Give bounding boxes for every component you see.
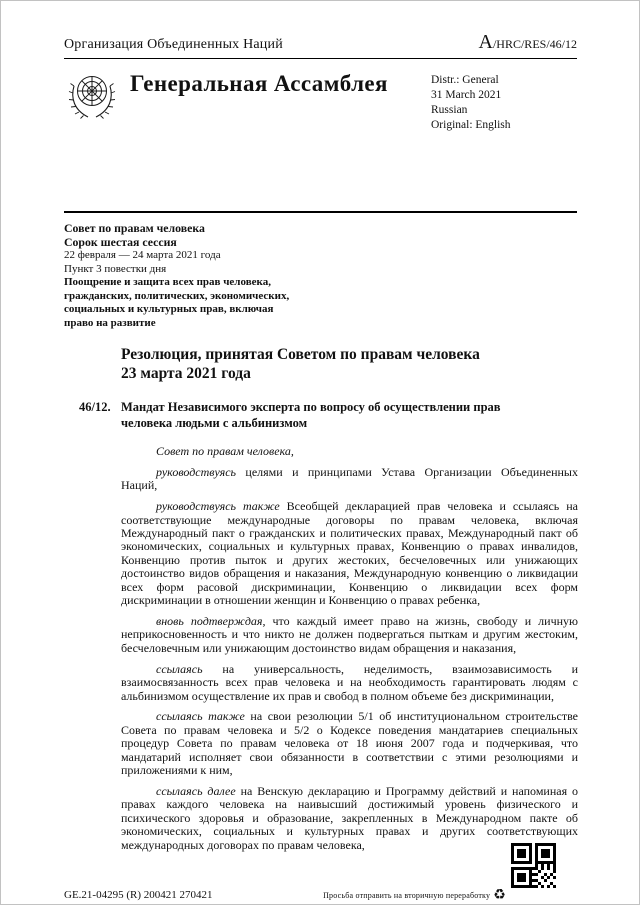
masthead-divider xyxy=(64,211,577,213)
paragraph-lead: вновь подтверждая, xyxy=(156,613,266,628)
distr-line: Distr.: General xyxy=(431,74,499,86)
session-title: Сорок шестая сессия xyxy=(64,234,177,249)
resolution-number: 46/12. xyxy=(79,400,111,414)
masthead xyxy=(64,65,577,155)
resolution-heading xyxy=(79,400,578,431)
resolution-title xyxy=(121,345,480,383)
paragraph-text: на универсальность, неделимость, взаимозависимость и взаимосвязанность всех прав человека и на необходимость гарантировать людям с альбинизмом осуществление их прав и свобод в полном объеме без дискриминации, xyxy=(121,661,578,703)
paragraph-lead: руководствуясь также xyxy=(156,499,280,514)
distr-original: Original: English xyxy=(431,119,511,131)
doc-symbol-rest: /HRC/RES/46/12 xyxy=(492,37,577,51)
distr-language: Russian xyxy=(431,104,468,116)
document-code: GE.21-04295 (R) 200421 270421 xyxy=(64,889,213,901)
paragraph-text: на свои резолюции 5/1 об институциональном строительстве Совета по правам человека и 5/2 о Кодексе поведения мандатариев специальных процедур Совета по правам человека от 18 июня 2007 года и подчеркивая, что мандатарий исполняет свои обязанности в соответствии с этими резолюциями и приложениями к ним, xyxy=(121,709,578,778)
agenda-title: Поощрение и защита всех прав человека, гражданских, политических, экономических, социальных и культурных прав, включая право на развитие xyxy=(64,276,290,329)
preamble-paragraph xyxy=(121,615,578,655)
preamble-intro: Совет по правам человека, xyxy=(156,444,294,458)
resolution-title-line1: Резолюция, принятая Советом по правам человека xyxy=(121,346,480,363)
org-name: Организация Объединенных Наций xyxy=(64,37,283,52)
un-emblem-icon xyxy=(64,68,120,124)
preamble-paragraph xyxy=(121,663,578,703)
paragraph-text: целями и принципами Устава Организации Объединенных Наций, xyxy=(121,464,578,493)
preamble-paragraph xyxy=(121,500,578,607)
paragraph-text: что каждый имеет право на жизнь, свободу и личную неприкосновенность и что никто не должен подвергаться пыткам и другим жестоким, бесчеловечным или унижающим достоинство видам обращения и наказания, xyxy=(121,613,578,655)
session-block xyxy=(64,222,384,330)
paragraph-text: Всеобщей декларацией прав человека и ссылаясь на соответствующие международные договоры по правам человека, включая Международный пакт о гражданских и политических правах, Международный пакт об экономических, социальных и культурных правах, Конвенцию о правах инвалидов, Конвенцию против пыток и других жестоких, бесчеловечных или унижающих достоинство видов обращения и наказания, Международную конвенцию о ликвидации всех форм расовой дискриминации, Конвенцию о ликвидации всех форм дискриминации в отношении женщин и Конвенцию о правах ребенка, xyxy=(121,499,578,608)
preamble-paragraph xyxy=(121,785,578,852)
doc-symbol xyxy=(479,31,577,54)
resolution-heading-text: Мандат Независимого эксперта по вопросу об осуществлении прав человека людьми с альбинизмом xyxy=(121,400,501,430)
recycle-note xyxy=(323,888,506,902)
session-dates: 22 февраля — 24 марта 2021 года xyxy=(64,249,221,261)
paragraph-lead: руководствуясь xyxy=(156,464,236,479)
paragraph-lead: ссылаясь далее xyxy=(156,783,236,798)
preamble xyxy=(121,445,578,859)
qr-code xyxy=(511,843,556,888)
resolution-title-line2: 23 марта 2021 года xyxy=(121,365,251,382)
distribution-block xyxy=(431,73,511,133)
header-divider xyxy=(64,58,577,59)
header xyxy=(64,31,577,54)
paragraph-text: на Венскую декларацию и Программу действий и напоминая о правах каждого человека на наивысший достижимый уровень физического и психического здоровья и образование, закрепленных в Международном пакте об экономических, социальных и культурных правах и других соответствующих международных договорах по правам человека, xyxy=(121,783,579,852)
council-name: Совет по правам человека xyxy=(64,221,205,235)
paragraph-lead: ссылаясь также xyxy=(156,709,245,724)
assembly-title: Генеральная Ассамблея xyxy=(130,71,388,96)
preamble-paragraph xyxy=(121,710,578,777)
recycle-note-text: Просьба отправить на вторичную переработку xyxy=(323,890,491,900)
preamble-paragraph xyxy=(121,466,578,493)
recycle-icon: ♻ xyxy=(493,887,506,903)
paragraph-lead: ссылаясь xyxy=(156,661,203,676)
distr-date: 31 March 2021 xyxy=(431,89,502,101)
doc-symbol-letter: A xyxy=(478,31,493,53)
agenda-item: Пункт 3 повестки дня xyxy=(64,262,167,275)
